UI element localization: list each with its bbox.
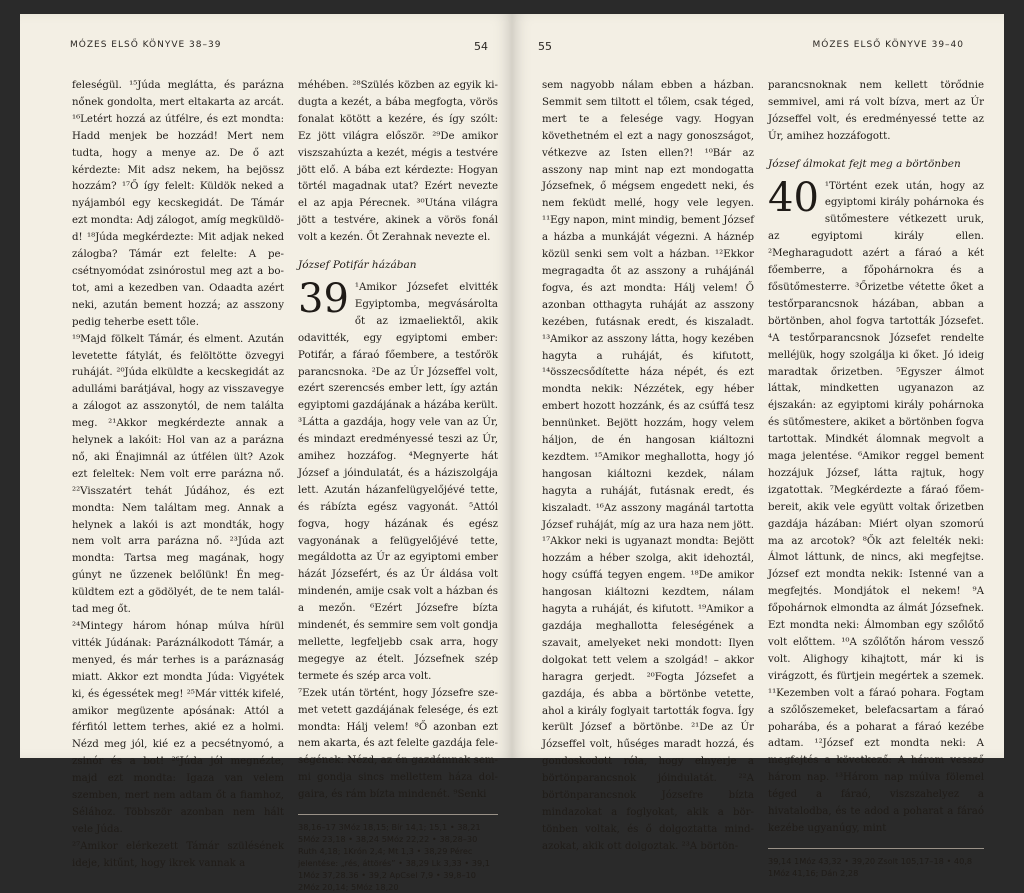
left-col1-para-1: feleségül. ¹⁵Júda meglátta, és parázna nőnek gondolta, mert eltakarta az arcát. ¹⁶Letért hozzá az útfélre, és ezt mondta: Hadd menjek be hozzád! Mert nem tudta, hogy a menye az. De ő azt kérdezte: Mit adsz nekem, ha bejössz hozzám? ¹⁷Ő így felelt: Küldök neked a nyájamból egy kecskegidát. De Támár ezt mondta: Adj zálogot, amíg megküldöd! ¹⁸Júda megkérdezte: Mit adjak neked zálogba? Támár ezt felelte: A pecsétnyomódat zsinórostul meg azt a botot, ami a kezedben van. Odaadta azért neki, azután bement hozzá; az asszony pedig teherbe esett tőle. (72, 80, 284, 328)
right-col2-intro: parancsnoknak nem kellett törődnie semmivel, ami rá volt bízva, mert az Úr Józseffel volt, és eredményessé tette az Úr, amihez hozzáfogott. (768, 80, 984, 142)
left-column-2 (298, 78, 498, 893)
left-col2-intro: méhében. ²⁸Szülés közben az egyik kidugta a kezét, a bába megfogta, vörös fonalat kötött a kezére, és így szólt: Ez jött világra először. ²⁹De amikor viszszahúzta a kezét, mégis a testvére jött elő. A bába ezt kérdezte: Hogyan törtél magadnak utat? Ezért nevezte el az apja Pérecnek. ³⁰Utána világra jött a testvére, akinek a vörös fonál volt a kezén. Őt Zerahnak nevezte el. (298, 80, 498, 244)
chapter-39-text: ¹Amikor Józsefet elvitték Egyiptomba, megvásárolta őt az izmaeliektől, akik odavitték, egy egyiptomi ember: Potifár, a fáraó főembere, a testőrök parancsnoka. ²De az Úr Józseffel volt, ezért szerencsés ember lett, így aztán egyiptomi gazdájának a házába került. ³Látta a gazdája, hogy vele van az Úr, és mindazt eredményessé teszi az Úr, amihez hozzáfog. ⁴Megnyerte hát József a jóindulatát, és a háziszolgája lett. Azután házanfelügyelőjévé tette, és rábízta egész vagyonát. ⁵Attól fogva, hogy házának és egész vagyonának a felügyelőjévé tette, megáldotta az Úr az egyiptomi ember házát Józsefért, és az Úr áldása volt mindenén, amije csak volt a házban és a mezőn. ⁶Ezért Józsefre bízta mindenét, és semmire sem volt gondja mellette, legfeljebb csak arra, hogy megegye az ételt. Józsefnek szép termete és szép arca volt. (298, 281, 498, 682)
left-col1-para-2: ¹⁹Majd fölkelt Támár, és elment. Azután levetette fátylát, és felöltötte özvegyi ruháját. ²⁰Júda elküldte a kecskegidát az adullámi barátjával, hogy az visszavegye a zálogot az asszonytól, de nem találta meg. ²¹Akkor megkérdezte annak a helynek a lakóit: Hol van az a parázna nő, aki Énajimnál az útfélen ült? Azok ezt feleltek: Nem volt erre parázna nő. ²²Visszatért tehát Júdához, és ezt mondta: Nem találtam meg. Annak a helynek a lakói is azt mondták, hogy nem volt arra parázna nő. ²³Júda azt mondta: Tartsa meg magának, hogy gúnyt ne űzzenek belőlünk! Én megküldtem ezt a gödölyét, de te nem találtad meg őt. (72, 333, 284, 616)
left-page-header (70, 40, 488, 53)
chapter-number-39: 39 (298, 275, 349, 322)
left-page-number: 54 (474, 40, 488, 53)
left-col1-para-3: ²⁴Mintegy három hónap múlva hírül vitték Júdának: Paráználkodott Támár, a menyed, és már terhes is a paráznaság miatt. Akkor ezt mondta Júda: Vigyétek ki, és égessétek meg! ²⁵Már vitték kifelé, amikor megüzente apósának: Attól a férfitól lettem terhes, akié ez a holmi. Nézd meg jól, kié ez a pecsétnyomó, a zsinór és a bot! ²⁶Júda jól megnézte, majd ezt mondta: Igaza van velem szemben, mert nem adtam őt a fiamhoz, Sélához. Többször azonban nem hált vele Júda. (72, 621, 284, 835)
left-column-1 (72, 78, 284, 873)
left-col2-para-2: ⁷Ezek után történt, hogy Józsefre szemet vetett gazdájának felesége, és ezt mondta: Hálj velem! ⁸Ő azonban ezt nem akarta, és azt felelte gazdája feleségének: Nézd, az én gazdámnak semmi gondja sincs mellettem háza dolgaira, és rám bízta mindenét. ⁹Senki (298, 687, 498, 801)
right-column-1 (542, 78, 754, 856)
right-page-number: 55 (538, 40, 552, 53)
chapter-39-body (298, 275, 498, 686)
right-running-title: MÓZES ELSŐ KÖNYVE 39–40 (812, 40, 964, 50)
left-page (20, 14, 513, 893)
left-col1-para-4: ²⁷Amikor elérkezett Támár szülésének ideje, kitűnt, hogy ikrek vannak a (72, 840, 284, 869)
section-title-dreams: József álmokat fejt meg a börtönben (768, 157, 961, 170)
right-page-header (538, 40, 964, 53)
chapter-40-body (768, 174, 984, 838)
section-title-potifar: József Potifár házában (298, 259, 417, 272)
right-column-2 (768, 78, 984, 879)
left-running-title: MÓZES ELSŐ KÖNYVE 38–39 (70, 40, 222, 50)
right-cross-references: 39,14 1Móz 43,32 • 39,20 Zsolt 105,17–18 • 40,8 1Móz 41,16; Dán 2,28 (768, 848, 984, 879)
right-page (512, 14, 1004, 878)
chapter-number-40: 40 (768, 174, 819, 221)
left-cross-references: 38,16–17 3Móz 18,15; Bír 14,1; 15,1 • 38,21 5Móz 23,18 • 38,24 5Móz 22,22 • 38,28–30 Ruth 4,18; 1Krón 2,4; Mt 1,3 • 38,29 Pérec jelentése: „rés, áttörés” • 38,29 Lk 3,33 • 39,1 1Móz 37,28.36 • 39,2 ApCsel 7,9 • 39,8–10 2Móz 20,14; 5Móz 18,20 (298, 814, 498, 893)
right-col1-text: sem nagyobb nálam ebben a házban. Semmit sem tiltott el tőlem, csak téged, mert te a felesége vagy. Hogyan követhetném el ezt a nagy gonoszságot, vétkezve az Isten ellen?! ¹⁰Bár az asszony nap mint nap ezt mondogatta Józsefnek, ő mégsem engedett neki, és nem feküdt mellé, hogy vele legyen. ¹¹Egy napon, mint mindig, bement József a házba a munkáját végezni. A háznép közül senki sem volt a házban. ¹²Ekkor megragadta őt az asszony a ruhájánál fogva, és azt mondta: Hálj velem! Ő azonban otthagyta ruháját az asszony kezében, futásnak eredt, és kiszaladt. ¹³Amikor az asszony látta, hogy kezében hagyta a ruháját, és kifutott, ¹⁴összecsődítette háza népét, és ezt mondta nekik: Nézzétek, egy héber embert hozott hozzánk, és az csúffá tesz bennünket. Bejött hozzám, hogy velem háljon, de én hangosan kiáltozni kezdtem. ¹⁵Amikor meghallotta, hogy jó hangosan kiáltozni kezdek, nálam hagyta a ruháját, futásnak eredt, és kiszaladt. ¹⁶Az asszony magánál tartotta József ruháját, míg az ura haza nem jött. ¹⁷Akkor neki is ugyanazt mondta: Bejött hozzám a héber szolga, akit idehoztál, hogy csúffá tegyen engem. ¹⁸De amikor hangosan kiáltozni kezdtem, nálam hagyta a ruháját, és kifutott. ¹⁹Amikor a gazdája meghallotta feleségének a szavait, amelyeket neki mondott: Ilyen dolgokat tett velem a szolgád! – akkor haragra gerjedt. ²⁰Fogta Józsefet a gazdája, és abba a börtönbe vetette, ahol a király foglyait tartották fogva. Így került József a börtönbe. ²¹De az Úr Józseffel volt, hűséges maradt hozzá, és gondoskodott róla, hogy elnyerje a börtönparancsnok jóindulatát. ²²A börtönparancsnok Józsefre bízta mindazokat a foglyokat, akik a börtönben voltak, és ő dolgoztatta mindazokat, akik ott dolgoztak. ²³A börtön- (542, 80, 754, 852)
chapter-40-text: ¹Történt ezek után, hogy az egyiptomi király pohárnoka és sütőmestere vétkezett uruk, az egyiptomi király ellen. ²Megharagudott azért a fáraó a két főemberre, a főpohárnokra és a fősütőmesterre. ³Őrizetbe vétette őket a testőrparancsnok házában, abban a börtönben, ahol fogva tartották Józsefet. ⁴A testőrparancsnok Józsefet rendelte melléjük, hogy szolgálja ki őket. Jó ideig maradtak őrizetben. ⁵Egyszer álmot láttak, mindketten ugyanazon az éjszakán: az egyiptomi király pohárnoka és sütőmestere, akiket a börtönben fogva tartottak. Mindkét álomnak megvolt a maga jelentése. ⁶Amikor reggel bement hozzájuk József, látta rajtuk, hogy izgatottak. ⁷Megkérdezte a fáraó főembereit, akik vele együtt voltak őrizetben gazdája házában: Miért olyan szomorú ma az arcotok? ⁸Ők azt felelték neki: Álmot láttunk, de nincs, aki megfejtse. József ezt mondta nekik: Istenné van a megfejtés. Mondjátok el nekem! ⁹A főpohárnok elmondta az álmát Józsefnek. Ezt mondta neki: Álmomban egy szőlőtő volt előttem. ¹⁰A szőlőtőn három vessző volt. Alighogy kihajtott, már ki is virágzott, és fürtjein megértek a szemek. ¹¹Kezemben volt a fáraó pohara. Fogtam a szőlőszemeket, belefacsartam a fáraó poharába, és a poharat a fáraó kezébe adtam. ¹²József ezt mondta neki: A megfejtés a következő: A három vessző három nap. ¹³Három nap múlva fölemel téged a fáraó, viszszahelyez a hivatalodba, és te adod a poharat a fáraó kezébe ugyanúgy, mint (768, 180, 984, 834)
